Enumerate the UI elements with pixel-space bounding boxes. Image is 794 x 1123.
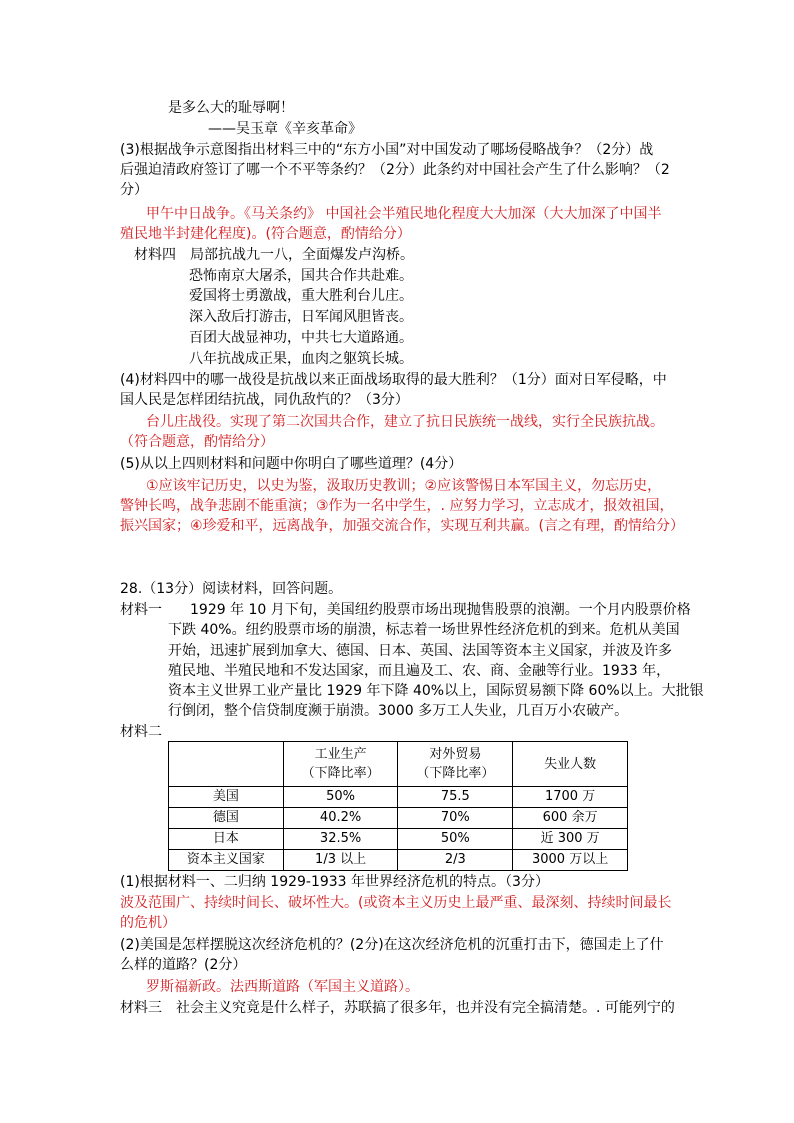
crisis-data-table	[168, 741, 628, 871]
question-2-line-2: 么样的道路？(2分）	[120, 957, 247, 973]
table-cell: 1/3 以上	[283, 850, 398, 871]
table-cell: 600 余万	[513, 808, 628, 829]
question-3-line-3: 分）	[120, 182, 148, 198]
answer-1-line-1: 波及范围广、持续时间长、破坏性大。(或资本主义历史上最严重、最深刻、持续时间最长	[120, 895, 672, 911]
table-cell: 50%	[283, 787, 398, 808]
table-cell: 2/3	[398, 850, 513, 871]
question-2-line-1: (2)美国是怎样摆脱这次经济危机的？(2分)在这次经济危机的沉重打击下，德国走上了什	[120, 937, 664, 953]
table-header-cell	[398, 742, 513, 787]
material-4-line-6: 八年抗战成正果，血肉之躯筑长城。	[189, 351, 413, 367]
header-trade-sub: （下降比率）	[416, 766, 495, 781]
material-4-line-1: 材料四 局部抗战九一八，全面爆发卢沟桥。	[134, 247, 414, 263]
table-cell: 美国	[169, 787, 284, 808]
question-28-title: 28.（13分）阅读材料，回答问题。	[120, 581, 343, 597]
table-header-cell	[283, 742, 398, 787]
header-industry: 工业生产	[314, 747, 367, 762]
table-header-row	[169, 742, 628, 787]
answer-4-line-1: 台儿庄战役。实现了第二次国共合作，建立了抗日民族统一战线，实行全民族抗战。	[146, 414, 664, 430]
table-cell: 1700 万	[513, 787, 628, 808]
table-cell: 70%	[398, 808, 513, 829]
material-4-line-4: 深入敌后打游击，日军闻风胆皆丧。	[189, 309, 413, 325]
table-cell: 50%	[398, 829, 513, 850]
table-cell: 日本	[169, 829, 284, 850]
table-cell: 资本主义国家	[169, 850, 284, 871]
material-4-line-5: 百团大战显神功，中共七大道路通。	[189, 330, 413, 346]
material-4-line-3: 爱国将士勇激战，重大胜利台儿庄。	[189, 288, 413, 304]
question-4-line-1: (4)材料四中的哪一战役是抗战以来正面战场取得的最大胜利？（1分）面对日军侵略，中	[120, 372, 667, 388]
table-row	[169, 787, 628, 808]
table-cell: 40.2%	[283, 808, 398, 829]
table-cell: 32.5%	[283, 829, 398, 850]
question-4-line-2: 国人民是怎样团结抗战，同仇敌忾的？（3分）	[120, 392, 409, 408]
question-3-line-1: (3)根据战争示意图指出材料三中的“东方小国”对中国发动了哪场侵略战争？（2分）战	[120, 142, 654, 158]
answer-3-line-2: 殖民地半封建化程度)。(符合题意，酌情给分）	[120, 226, 411, 242]
answer-5-line-2: 警钟长鸣，战争悲剧不能重演；③作为一名中学生，. 应努力学习，立志成才，报效祖国，	[120, 498, 674, 514]
answer-5-line-1: ①应该牢记历史，以史为鉴，汲取历史教训；②应该警惕日本军国主义，勿忘历史，	[146, 478, 662, 494]
material-4-line-2: 恐怖南京大屠杀，国共合作共赴难。	[189, 268, 413, 284]
table-row	[169, 808, 628, 829]
material-1-line-5: 资本主义世界工业产量比 1929 年下降 40%以上，国际贸易额下降 60%以上。大批银	[168, 683, 704, 699]
table-cell: 近 300 万	[513, 829, 628, 850]
material-1-line-1: 材料一 1929 年 10 月下旬，美国纽约股票市场出现抛售股票的浪潮。一个月内股票价格	[120, 602, 691, 618]
table-cell: 3000 万以上	[513, 850, 628, 871]
table-row	[169, 850, 628, 871]
material-3-line-1: 材料三 社会主义究竟是什么样子，苏联搞了很多年，也并没有完全搞清楚。. 可能列宁的	[120, 1000, 675, 1016]
material-2-label: 材料二	[120, 724, 162, 740]
table-header-cell	[513, 742, 628, 787]
answer-3-line-1: 甲午中日战争。《马关条约》 中国社会半殖民地化程度大大加深（大大加深了中国半	[146, 206, 662, 222]
text-line-shame: 是多么大的耻辱啊！	[168, 100, 294, 116]
question-3-line-2: 后强迫清政府签订了哪一个不平等条约？（2分）此条约对中国社会产生了什么影响？（2	[120, 162, 670, 178]
material-1-line-4: 殖民地、半殖民地和不发达国家，而且遍及工、农、商、金融等行业。1933 年，	[168, 663, 671, 679]
header-unemployment: 失业人数	[544, 756, 597, 772]
material-1-line-6: 行倒闭，整个信贷制度濒于崩溃。3000 多万工人失业，几百万小农破产。	[168, 703, 629, 719]
table-cell: 75.5	[398, 787, 513, 808]
question-1-line-1: (1)根据材料一、二归纳 1929-1933 年世界经济危机的特点。（3分）	[120, 874, 549, 890]
answer-5-line-3: 振兴国家；④珍爱和平，远离战争，加强交流合作，实现互利共赢。(言之有理，酌情给分）	[120, 518, 685, 534]
material-1-line-2: 下跌 40%。纽约股票市场的崩溃，标志着一场世界性经济危机的到来。危机从美国	[168, 622, 680, 638]
text-line-source: ——吴玉章《辛亥革命》	[208, 121, 362, 137]
answer-2: 罗斯福新政。法西斯道路（军国主义道路）。	[146, 979, 419, 995]
table-row	[169, 829, 628, 850]
answer-4-line-2: （符合题意，酌情给分）	[120, 434, 274, 450]
table-header-cell	[169, 742, 284, 787]
table-cell: 德国	[169, 808, 284, 829]
header-industry-sub: （下降比率）	[301, 766, 380, 781]
question-5: (5)从以上四则材料和问题中你明白了哪些道理？(4分）	[120, 456, 463, 472]
header-trade: 对外贸易	[429, 747, 482, 762]
material-1-line-3: 开始，迅速扩展到加拿大、德国、日本、英国、法国等资本主义国家，并波及许多	[168, 643, 672, 659]
answer-1-line-2: 的危机）	[120, 915, 176, 931]
